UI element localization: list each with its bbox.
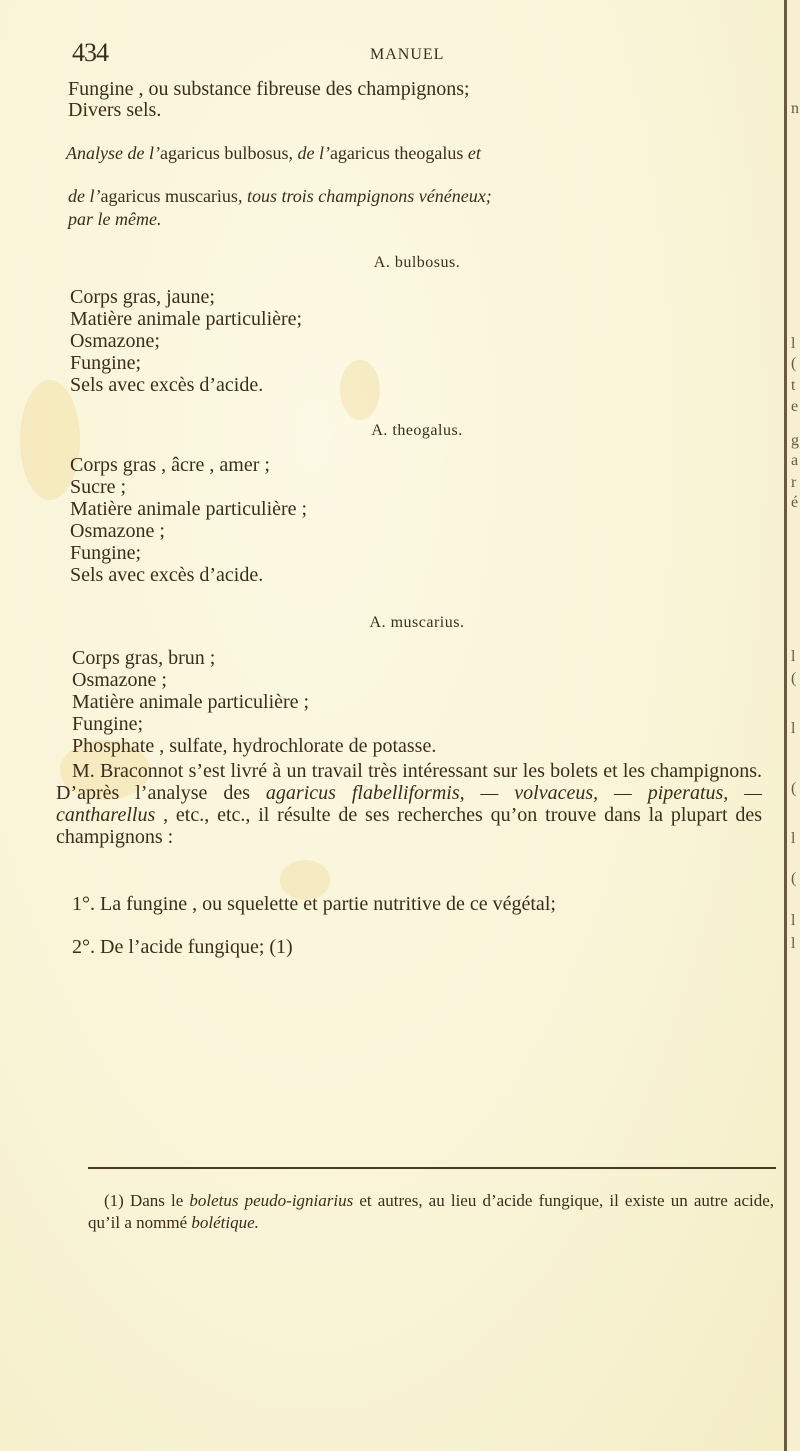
list-item: Osmazone ; <box>72 669 167 691</box>
section-title-muscarius: A. muscarius. <box>369 614 465 631</box>
list-item: Matière animale particulière ; <box>72 691 310 713</box>
body-paragraph: M. Braconnot s’est livré à un travail très intéressant sur les bolets et les champignons. D’après l’analyse des agaricus flabelliformis, — volvaceus, — piperatus, — cantharellus , etc., etc., il résulte de ses recherches qu’on trouve dans la plupart des champignons : <box>56 760 762 848</box>
list-item: Osmazone ; <box>70 520 165 542</box>
adjacent-page-edge: n l ( t e g a r é l ( l ( l ( l l <box>787 0 800 1451</box>
list-item: Phosphate , sulfate, hydrochlorate de potasse. <box>72 735 437 757</box>
list-item: Fungine; <box>70 542 142 564</box>
numbered-point-1: 1°. La fungine , ou squelette et partie nutritive de ce végétal; <box>72 893 556 915</box>
list-item: Sucre ; <box>70 476 127 498</box>
list-item: Fungine; <box>70 352 142 374</box>
analysis-heading-line2: de l’agaricus muscarius, tous trois champignons vénéneux; <box>68 186 492 206</box>
footnote-divider <box>88 1167 776 1169</box>
list-item: Fungine; <box>72 713 144 735</box>
section-title-bulbosus: A. bulbosus. <box>373 254 461 271</box>
numbered-point-2: 2°. De l’acide fungique; (1) <box>72 936 293 958</box>
list-item: Osmazone; <box>70 330 160 352</box>
list-item: Corps gras, jaune; <box>70 286 215 308</box>
footnote: (1) Dans le boletus peudo-igniarius et autres, au lieu d’acide fungique, il existe un autre acide, qu’il a nommé bolétique. <box>88 1191 775 1232</box>
intro-line: Fungine , ou substance fibreuse des champignons; <box>68 78 470 100</box>
list-item: Sels avec excès d’acide. <box>70 564 264 586</box>
paper-stain <box>340 360 380 420</box>
list-item: Sels avec excès d’acide. <box>70 374 264 396</box>
section-title-theogalus: A. theogalus. <box>371 422 463 439</box>
running-head: MANUEL <box>370 46 445 63</box>
analysis-heading-line3: par le même. <box>68 209 162 229</box>
list-item: Matière animale particulière; <box>70 308 303 330</box>
page-header <box>72 38 762 68</box>
list-item: Corps gras , âcre , amer ; <box>70 454 270 476</box>
analysis-heading-line1: Analyse de l’agaricus bulbosus, de l’agaricus theogalus et <box>66 143 481 163</box>
list-item: Matière animale particulière ; <box>70 498 308 520</box>
intro-line: Divers sels. <box>68 99 162 121</box>
page-number: 434 <box>72 38 108 67</box>
list-item: Corps gras, brun ; <box>72 647 216 669</box>
